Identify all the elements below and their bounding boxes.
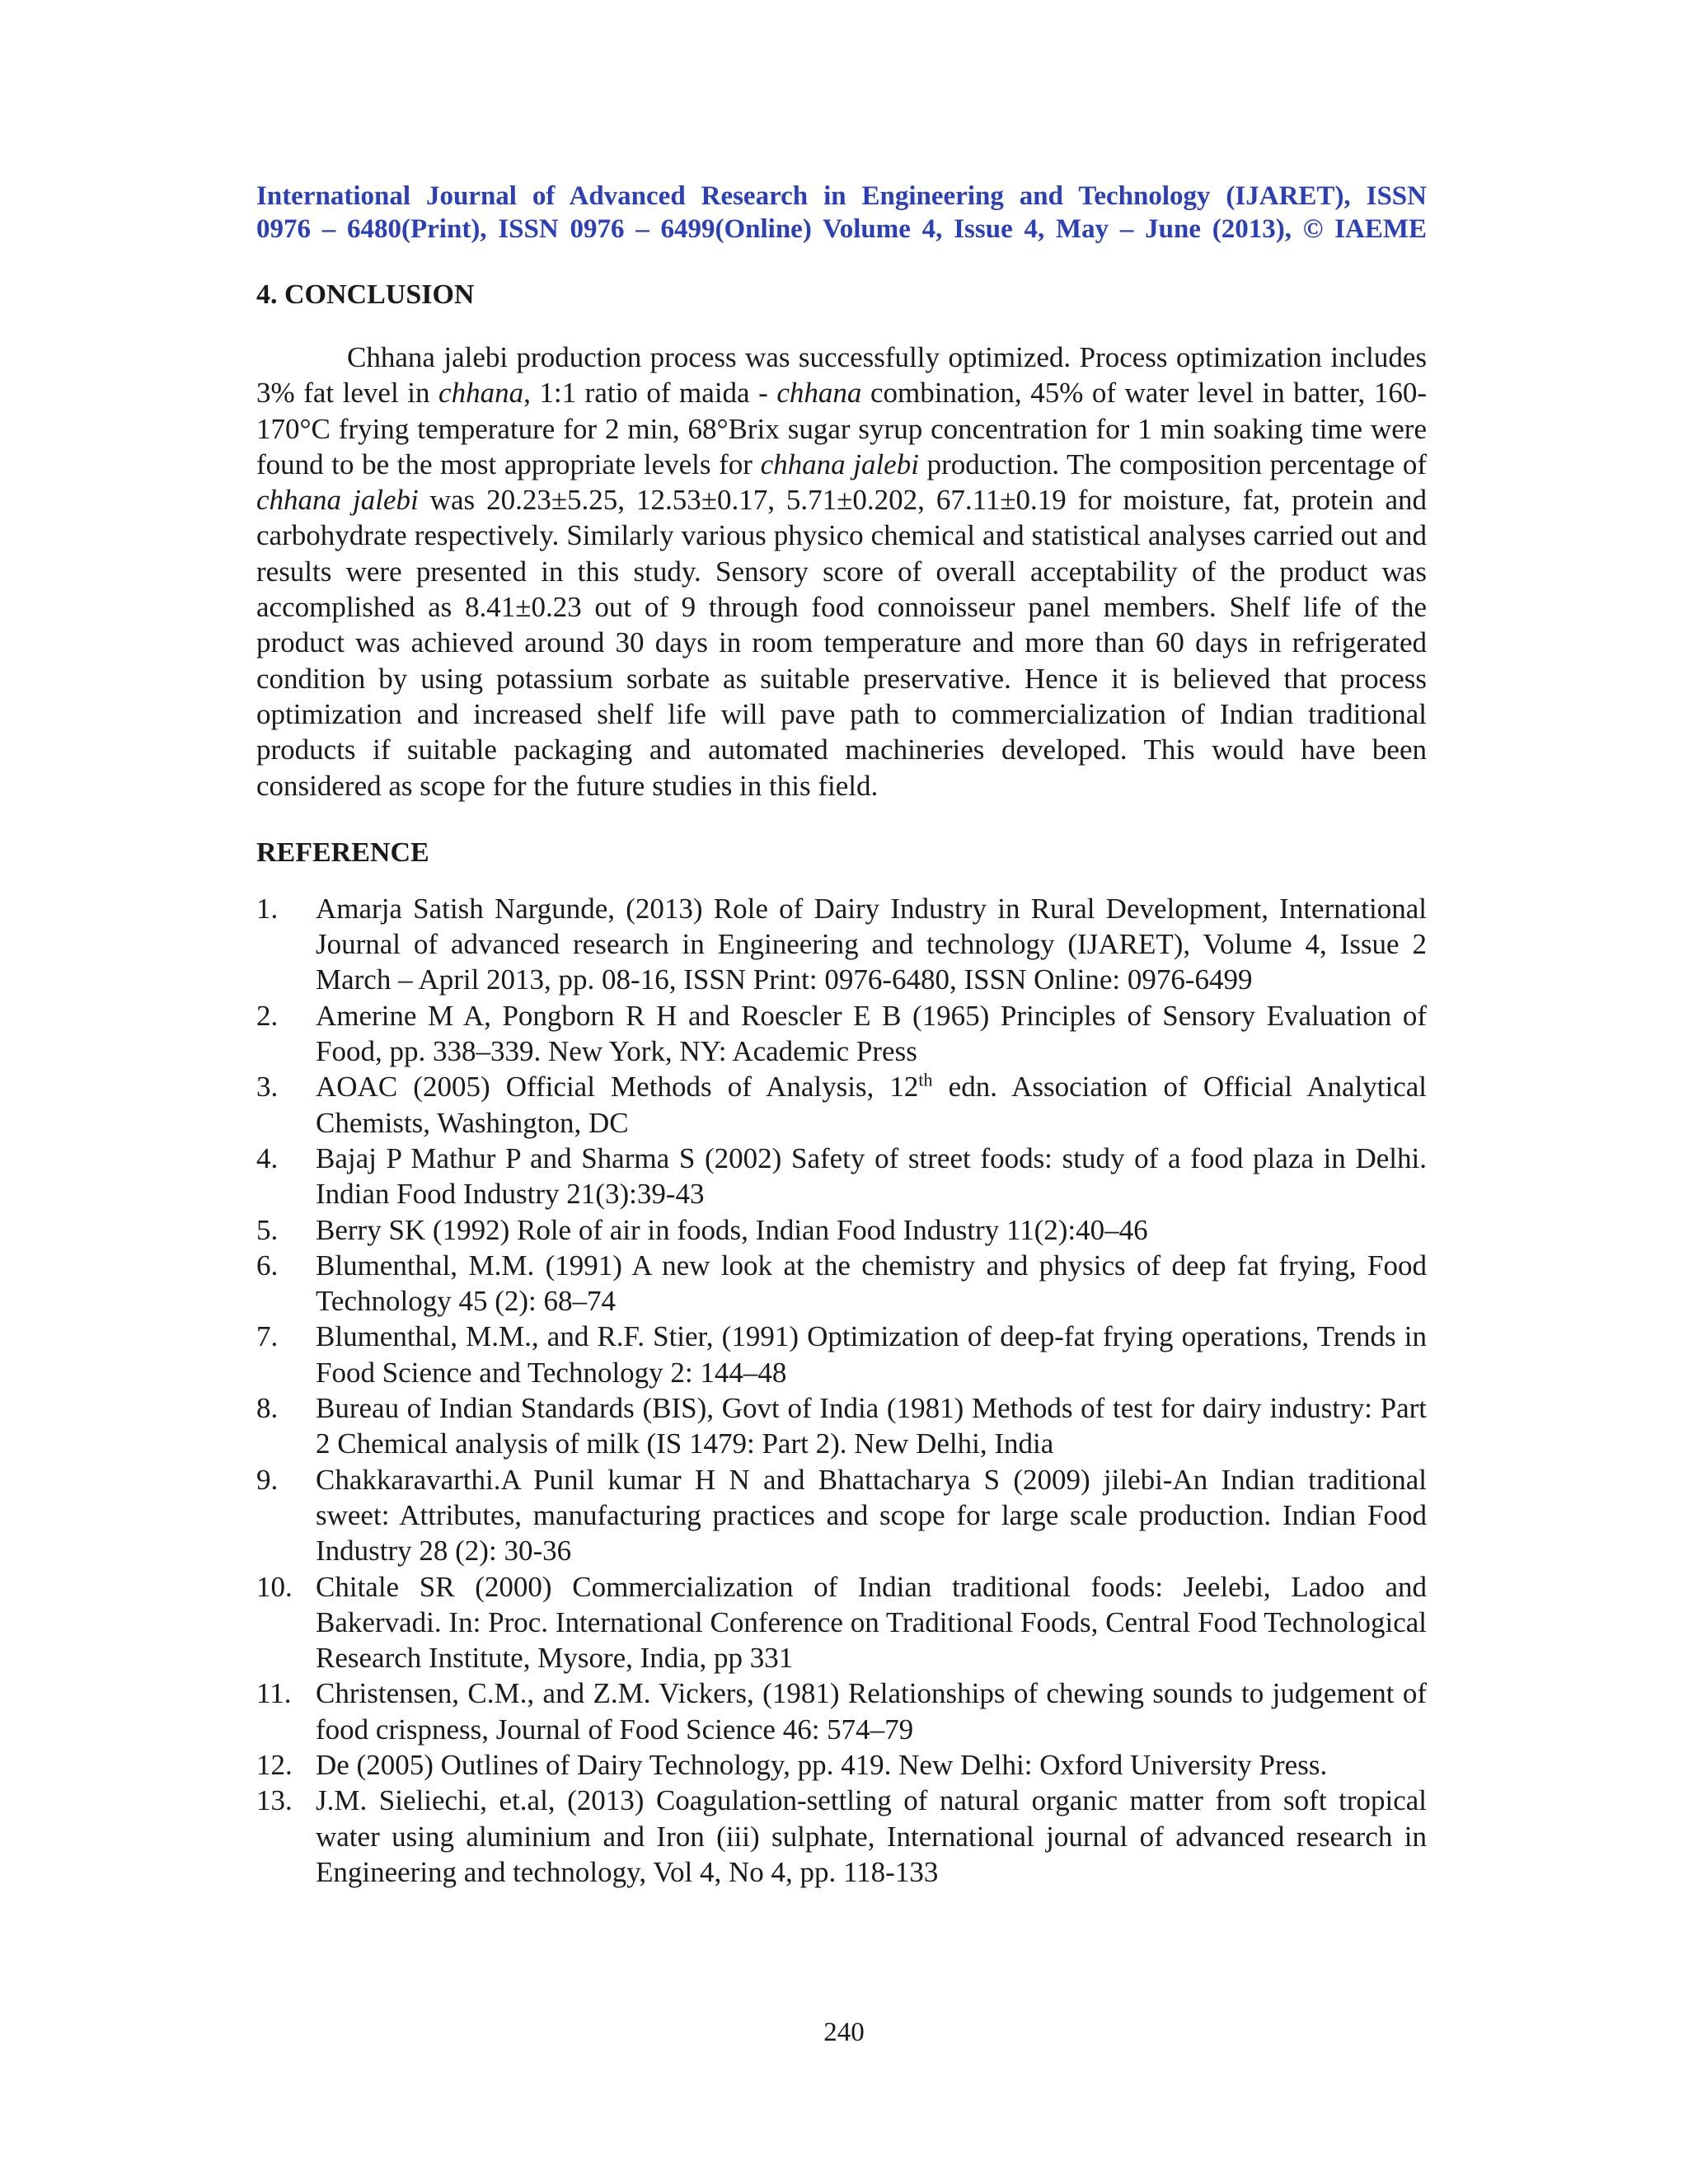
reference-item-4	[256, 1141, 1427, 1212]
reference-number: 12.	[256, 1748, 293, 1781]
page-content	[256, 180, 1427, 1890]
reference-text: Bureau of Indian Standards (BIS), Govt of India (1981) Methods of test for dairy industry: Part 2 Chemical analysis of milk (IS 1479: Part 2). New Delhi, India	[316, 1392, 1427, 1460]
journal-header-line1: International Journal of Advanced Research in Engineering and Technology (IJARET), ISSN	[256, 181, 1427, 211]
reference-number: 13.	[256, 1784, 293, 1817]
conclusion-paragraph	[256, 340, 1427, 804]
conclusion-text-5: was 20.23±5.25, 12.53±0.17, 5.71±0.202, 67.11±0.19 for moisture, fat, protein and carbohydrate respectively. Similarly various physico chemical and statistical analyses carried out and results were presented in this study. Sensory score of overall acceptability of the product was accomplished as 8.41±0.23 out of 9 through food connoisseur panel members. Shelf life of the product was achieved around 30 days in room temperature and more than 60 days in refrigerated condition by using potassium sorbate as suitable preservative. Hence it is believed that process optimization and increased shelf life will pave path to commercialization of Indian traditional products if suitable packaging and automated machineries developed. This would have been considered as scope for the future studies in this field.	[256, 484, 1427, 802]
reference-text: Berry SK (1992) Role of air in foods, Indian Food Industry 11(2):40–46	[316, 1213, 1148, 1246]
reference-text: Amerine M A, Pongborn R H and Roescler E B (1965) Principles of Sensory Evaluation of Food, pp. 338–339. New York, NY: Academic Press	[316, 999, 1427, 1068]
conclusion-heading: 4. CONCLUSION	[256, 279, 475, 310]
reference-item-2	[256, 998, 1427, 1070]
reference-list	[256, 891, 1427, 1890]
reference-number: 2.	[256, 999, 279, 1032]
reference-item-12	[256, 1747, 1427, 1783]
reference-number: 5.	[256, 1213, 279, 1246]
reference-item-7	[256, 1319, 1427, 1390]
journal-header-line2: 0976 – 6480(Print), ISSN 0976 – 6499(Online) Volume 4, Issue 4, May – June (2013), © IAEME	[256, 214, 1427, 244]
reference-item-10	[256, 1569, 1427, 1676]
reference-number: 8.	[256, 1392, 279, 1425]
reference-number: 10.	[256, 1570, 293, 1603]
reference-number: 1.	[256, 892, 279, 925]
conclusion-italic-3: chhana jalebi	[760, 448, 919, 480]
reference-text: J.M. Sieliechi, et.al, (2013) Coagulation-settling of natural organic matter from soft tropical water using aluminium and Iron (iii) sulphate, International journal of advanced research in Engineering and technology, Vol 4, No 4, pp. 118-133	[316, 1784, 1427, 1888]
reference-item-5	[256, 1212, 1427, 1248]
reference-number: 6.	[256, 1249, 279, 1282]
reference-text: Christensen, C.M., and Z.M. Vickers, (1981) Relationships of chewing sounds to judgement of food crispness, Journal of Food Science 46: 574–79	[316, 1677, 1427, 1746]
reference-superscript: th	[918, 1069, 933, 1090]
reference-item-11	[256, 1675, 1427, 1747]
reference-text-part-a: AOAC (2005) Official Methods of Analysis, 12	[316, 1071, 919, 1104]
reference-number: 3.	[256, 1071, 279, 1104]
reference-item-3	[256, 1069, 1427, 1141]
reference-text: Amarja Satish Nargunde, (2013) Role of Dairy Industry in Rural Development, International Journal of advanced research in Engineering and technology (IJARET), Volume 4, Issue 2 March – April 2013, pp. 08-16, ISSN Print: 0976-6480, ISSN Online: 0976-6499	[316, 892, 1427, 996]
reference-number: 7.	[256, 1320, 279, 1353]
conclusion-text-4: production. The composition percentage of	[918, 448, 1427, 480]
reference-item-9	[256, 1462, 1427, 1569]
reference-text-part-b: edn. Association of Official Analytical Chemists, Washington, DC	[316, 1071, 1427, 1139]
conclusion-text-2: , 1:1 ratio of maida -	[523, 377, 777, 410]
reference-number: 9.	[256, 1463, 279, 1496]
reference-item-1	[256, 891, 1427, 998]
reference-text: Blumenthal, M.M., and R.F. Stier, (1991) Optimization of deep-fat frying operations, Trends in Food Science and Technology 2: 144–48	[316, 1320, 1427, 1389]
reference-text: Blumenthal, M.M. (1991) A new look at the chemistry and physics of deep fat frying, Food Technology 45 (2): 68–74	[316, 1249, 1427, 1318]
references-heading: REFERENCE	[256, 837, 429, 868]
reference-number: 4.	[256, 1141, 279, 1174]
conclusion-text-1: Chhana jalebi production process was successfully optimized. Process optimization includes 3% fat level in	[256, 341, 1427, 410]
reference-text: Chitale SR (2000) Commercialization of Indian traditional foods: Jeelebi, Ladoo and Bakervadi. In: Proc. International Conference on Traditional Foods, Central Food Technological Research Institute, Mysore, India, pp 331	[316, 1570, 1427, 1675]
page-number: 240	[823, 2018, 865, 2047]
reference-number: 11.	[256, 1677, 292, 1710]
reference-item-6	[256, 1248, 1427, 1319]
reference-text: Bajaj P Mathur P and Sharma S (2002) Safety of street foods: study of a food plaza in Delhi. Indian Food Industry 21(3):39-43	[316, 1141, 1427, 1211]
conclusion-text-3: combination, 45% of water level in batter, 160-170°C frying temperature for 2 min, 68°Brix sugar syrup concentration for 1 min soaking time were found to be the most appropriate levels for	[256, 377, 1427, 480]
reference-item-8	[256, 1390, 1427, 1462]
conclusion-italic-1: chhana	[438, 377, 524, 410]
reference-item-13	[256, 1783, 1427, 1890]
conclusion-italic-2: chhana	[776, 377, 862, 410]
reference-text: Chakkaravarthi.A Punil kumar H N and Bhattacharya S (2009) jilebi-An Indian traditional sweet: Attributes, manufacturing practices and scope for large scale production. Indian Food Industry 28 (2): 30-36	[316, 1463, 1427, 1568]
journal-header	[256, 180, 1427, 246]
reference-text: De (2005) Outlines of Dairy Technology, pp. 419. New Delhi: Oxford University Press.	[316, 1748, 1328, 1781]
reference-text	[316, 1069, 1427, 1141]
conclusion-italic-4: chhana jalebi	[256, 484, 419, 517]
